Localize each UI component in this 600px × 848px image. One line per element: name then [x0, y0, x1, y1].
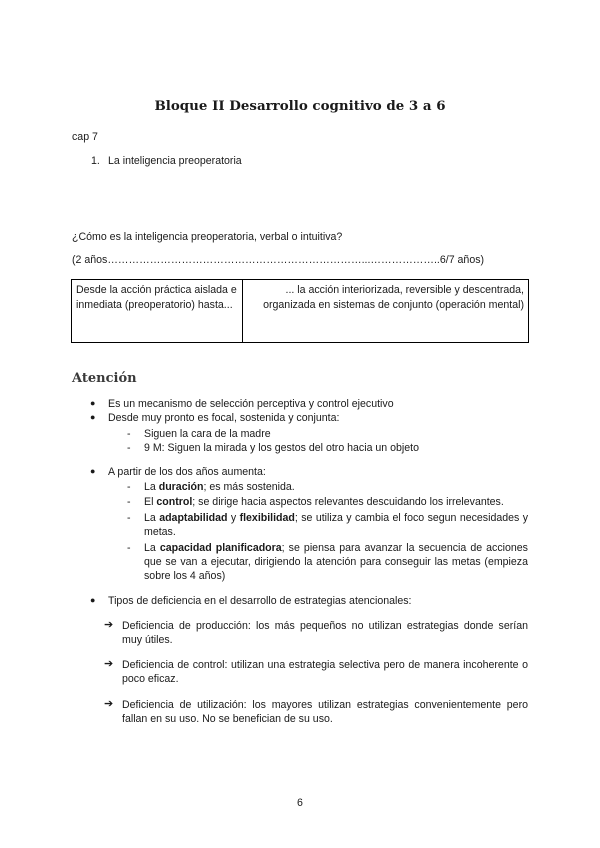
chapter-label: cap 7	[72, 131, 98, 143]
numbered-item-number: 1.	[91, 155, 100, 167]
sub-item: La duración; es más sostenida.	[144, 481, 295, 493]
bullet-item: Desde muy pronto es focal, sostenida y conjunta:	[108, 412, 340, 424]
sub-item: La adaptabilidad y flexibilidad; se utiliza y cambia el foco segun necesidades y metas.	[144, 512, 529, 538]
dash-icon: -	[127, 496, 131, 508]
sub-item: Siguen la cara de la madre	[144, 428, 271, 440]
dash-icon: -	[127, 428, 131, 440]
arrow-icon: ➔	[104, 698, 114, 710]
sub-item: La capacidad planificadora; se piensa para avanzar la secuencia de acciones que se van a ejecutar, dirigiendo la atención para conseguir las metas (empieza sobre los 4 años)	[144, 542, 528, 582]
table-cell-right: ... la acción interiorizada, reversible y descentrada, organizada en sistemas de conjunto (operación mental)	[243, 280, 529, 343]
arrow-item: Deficiencia de utilización: los mayores utilizan estrategias convenientemente pero fallan en su uso. No se benefician de su uso.	[122, 699, 528, 725]
page-title: Bloque II Desarrollo cognitivo de 3 a 6	[154, 98, 446, 114]
section-heading-atencion: Atención	[72, 371, 137, 386]
bullet-item: A partir de los dos años aumenta:	[108, 466, 266, 478]
sub-item: El control; se dirige hacia aspectos relevantes descuidando los irrelevantes.	[144, 496, 504, 508]
dash-icon: -	[127, 512, 131, 524]
numbered-item-text: La inteligencia preoperatoria	[108, 155, 242, 167]
age-range-line: (2 años………………………………………………………………...………………..6/7 años)	[72, 254, 485, 266]
arrow-icon: ➔	[104, 619, 114, 631]
page-number: 6	[297, 797, 303, 809]
dash-icon: -	[127, 542, 131, 554]
table-cell-left: Desde la acción práctica aislada e inmediata (preoperatorio) hasta...	[72, 280, 243, 343]
bullet-item: Es un mecanismo de selección perceptiva y control ejecutivo	[108, 398, 394, 410]
bullet-icon: ●	[90, 595, 96, 605]
bullet-icon: ●	[90, 466, 96, 476]
dash-icon: -	[127, 442, 131, 454]
arrow-item: Deficiencia de control: utilizan una estrategia selectiva pero de manera incoherente o poco eficaz.	[122, 659, 528, 685]
bullet-item: Tipos de deficiencia en el desarrollo de estrategias atencionales:	[108, 595, 412, 607]
development-table	[71, 279, 529, 343]
arrow-item: Deficiencia de producción: los más pequeños no utilizan estrategias donde serían muy útiles.	[122, 620, 528, 646]
question-text: ¿Cómo es la inteligencia preoperatoria, verbal o intuitiva?	[72, 231, 343, 243]
arrow-icon: ➔	[104, 658, 114, 670]
bullet-icon: ●	[90, 412, 96, 422]
sub-item: 9 M: Siguen la mirada y los gestos del otro hacia un objeto	[144, 442, 420, 454]
dash-icon: -	[127, 481, 131, 493]
bullet-icon: ●	[90, 398, 96, 408]
